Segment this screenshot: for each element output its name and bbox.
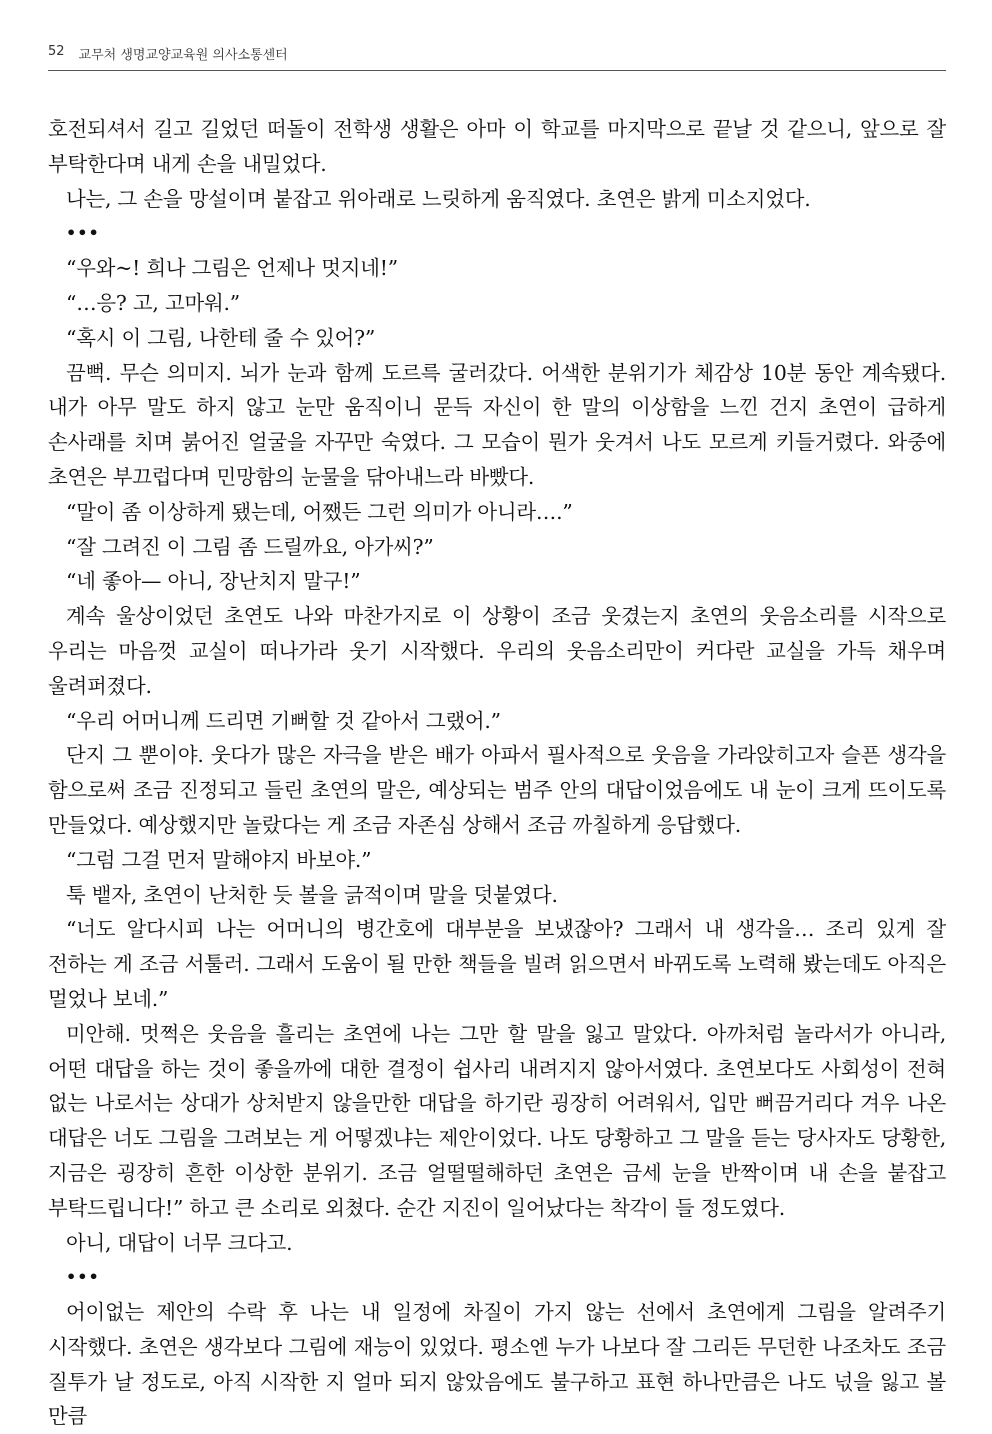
paragraph: 단지 그 뿐이야. 웃다가 많은 자극을 받은 배가 아파서 필사적으로 웃음을 가라앉히고자 슬픈 생각을 함으로써 조금 진정되고 들린 초연의 말은, 예상되는 범주 안의 대답이었음에도 내 눈이 크게 뜨이도록 만들었다. 예상했지만 놀랐다는 게 조금 자존심 상해서 조금 까칠하게 응답했다.: [48, 743, 946, 837]
paragraph: 툭 뱉자, 초연이 난처한 듯 볼을 긁적이며 말을 덧붙였다.: [66, 882, 558, 907]
paragraph: “말이 좀 이상하게 됐는데, 어쨌든 그런 의미가 아니라….”: [66, 499, 573, 524]
paragraph: 나는, 그 손을 망설이며 붙잡고 위아래로 느릿하게 움직였다. 초연은 밝게 미소지었다.: [66, 186, 811, 211]
paragraph: 계속 울상이었던 초연도 나와 마찬가지로 이 상황이 조금 웃겼는지 초연의 웃음소리를 시작으로 우리는 마음껏 교실이 떠나가라 웃기 시작했다. 우리의 웃음소리만이 커다란 교실을 가득 채우며 울려퍼졌다.: [48, 604, 946, 698]
body-text: [48, 112, 946, 1434]
page-number: 52: [48, 44, 65, 59]
section-separator: •••: [66, 223, 100, 243]
paragraph: “우와~! 희나 그림은 언제나 멋지네!”: [66, 256, 398, 281]
paragraph: 미안해. 멋쩍은 웃음을 흘리는 초연에 나는 그만 할 말을 잃고 말았다. 아까처럼 놀라서가 아니라, 어떤 대답을 하는 것이 좋을까에 대한 결정이 쉽사리 내려지지 않아서였다. 초연보다도 사회성이 전혀 없는 나로서는 상대가 상처받지 않을만한 대답을 하기란 굉장히 어려워서, 입만 뻐끔거리다 겨우 나온 대답은 너도 그림을 그려보는 게 어떻겠냐는 제안이었다. 나도 당황하고 그 말을 듣는 당사자도 당황한, 지금은 굉장히 흔한 이상한 분위기. 조금 얼떨떨해하던 초연은 금세 눈을 반짝이며 내 손을 붙잡고 부탁드립니다!” 하고 큰 소리로 외쳤다. 순간 지진이 일어났다는 착각이 들 정도였다.: [48, 1021, 946, 1220]
paragraph: 호전되셔서 길고 길었던 떠돌이 전학생 생활은 아마 이 학교를 마지막으로 끝날 것 같으니, 앞으로 잘 부탁한다며 내게 손을 내밀었다.: [48, 117, 946, 176]
paragraph: “잘 그려진 이 그림 좀 드릴까요, 아가씨?”: [66, 534, 434, 559]
paragraph: “우리 어머니께 드리면 기뻐할 것 같아서 그랬어.”: [66, 708, 501, 733]
paragraph: 어이없는 제안의 수락 후 나는 내 일정에 차질이 가지 않는 선에서 초연에게 그림을 알려주기 시작했다. 초연은 생각보다 그림에 재능이 있었다. 평소엔 누가 나보다 잘 그리든 무던한 나조차도 조금 질투가 날 정도로, 아직 시작한 지 얼마 되지 않았음에도 불구하고 표현 하나만큼은 나도 넋을 잃고 볼 만큼: [48, 1300, 946, 1429]
paragraph: “그럼 그걸 먼저 말해야지 바보야.”: [66, 847, 372, 872]
paragraph: 끔뻑. 무슨 의미지. 뇌가 눈과 함께 도르륵 굴러갔다. 어색한 분위기가 체감상 10분 동안 계속됐다. 내가 아무 말도 하지 않고 눈만 움직이니 문득 자신이 한 말의 이상함을 느낀 건지 초연이 급하게 손사래를 치며 붉어진 얼굴을 자꾸만 숙였다. 그 모습이 뭔가 웃겨서 나도 모르게 키들거렸다. 와중에 초연은 부끄럽다며 민망함의 눈물을 닦아내느라 바빴다.: [48, 360, 946, 489]
section-separator: •••: [66, 1267, 100, 1287]
header-title: 교무처 생명교양교육원 의사소통센터: [78, 48, 288, 63]
paragraph: “너도 알다시피 나는 어머니의 병간호에 대부분을 보냈잖아? 그래서 내 생각을… 조리 있게 잘 전하는 게 조금 서툴러. 그래서 도움이 될 만한 책들을 빌려 읽으면서 바뀌도록 노력해 봤는데도 아직은 멀었나 보네.”: [48, 917, 946, 1011]
paragraph: “…응? 고, 고마워.”: [66, 290, 240, 315]
paragraph: “네 좋아— 아니, 장난치지 말구!”: [66, 569, 361, 594]
paragraph: 아니, 대답이 너무 크다고.: [66, 1230, 293, 1255]
page-header: [48, 44, 946, 71]
paragraph: “혹시 이 그림, 나한테 줄 수 있어?”: [66, 325, 376, 350]
